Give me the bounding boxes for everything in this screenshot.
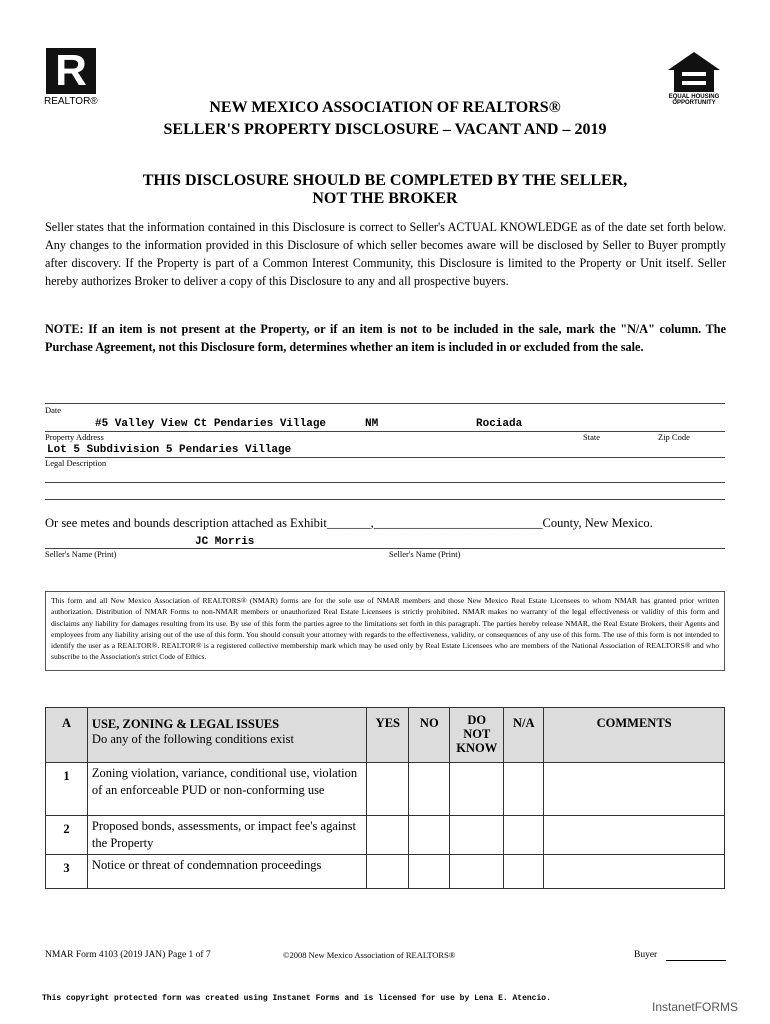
section-header-row	[46, 708, 725, 763]
col-dont-know-line2: NOT	[463, 727, 491, 741]
legal-description-label: Legal Description	[45, 458, 107, 468]
row-number: 3	[46, 855, 88, 889]
comments-field[interactable]	[544, 816, 725, 855]
org-title: NEW MEXICO ASSOCIATION OF REALTORS®	[209, 99, 561, 116]
section-a-table	[45, 707, 725, 889]
copyright: ©2008 New Mexico Association of REALTORS®	[283, 950, 456, 960]
comments-field[interactable]	[544, 763, 725, 816]
address-line	[45, 431, 725, 432]
buyer-initials-field[interactable]	[666, 960, 726, 961]
legal-description-value[interactable]: Lot 5 Subdivision 5 Pendaries Village	[47, 444, 292, 456]
legal-extra-line-1	[45, 482, 725, 483]
form-id: NMAR Form 4103 (2019 JAN) Page 1 of 7	[45, 950, 211, 960]
dont-know-checkbox[interactable]	[450, 763, 504, 816]
col-no-header: NO	[409, 708, 450, 763]
col-comments-header: COMMENTS	[544, 708, 725, 763]
zip-value[interactable]: Rociada	[476, 418, 523, 430]
property-address-value[interactable]: #5 Valley View Ct Pendaries Village	[95, 418, 327, 430]
property-address-label: Property Address	[45, 432, 104, 442]
no-checkbox[interactable]	[409, 816, 450, 855]
instanet-forms-logo: InstanetFORMS	[652, 1000, 739, 1014]
state-label: State	[583, 432, 600, 442]
legal-extra-line-2	[45, 499, 725, 500]
form-title: SELLER'S PROPERTY DISCLOSURE – VACANT AND – 2019	[163, 121, 607, 138]
row-question: Notice or threat of condemnation proceedings	[87, 855, 366, 889]
section-subtitle: Do any of the following conditions exist	[91, 732, 294, 746]
dont-know-checkbox[interactable]	[450, 816, 504, 855]
legal-notice: This form and all New Mexico Association of REALTORS® (NMAR) forms are for the sole use of NMAR members and those New Mexico Real Estate Licensees to whom NMAR has granted prior written authorization. Distribution of NMAR Forms to non-NMAR members or unauthorized Real Estate Licensees is strictly prohibited. NMAR makes no warranty of the legal effectiveness or validity of this form and disclaims any liability for damages resulting from its use. By use of this form the parties agree to the limitations set forth in this paragraph. The parties hereby release NMAR, the Real Estate Brokers, their Agents and employees from any liability arising out of the use of this form. You should consult your attorney with regards to the effectiveness, validity, or consequences of any use of this form. The use of this form is not intended to identify the user as a REALTOR®. REALTOR® is a registered collective membership mark which may be used only by Real Estate Licensees who are members of the National Association of REALTORS® and who subscribe to the Association's strict Code of Ethics.	[45, 591, 725, 671]
instruction-line-2: NOT THE BROKER	[312, 190, 458, 207]
equal-housing-logo	[666, 50, 722, 106]
col-yes-header: YES	[367, 708, 409, 763]
row-number: 1	[46, 763, 88, 816]
equal-housing-caption: EQUAL HOUSING OPPORTUNITY	[668, 94, 720, 106]
na-checkbox[interactable]	[504, 816, 544, 855]
no-checkbox[interactable]	[409, 855, 450, 889]
license-notice: This copyright protected form was created using Instanet Forms and is licensed for use by Lena E. Atencio.	[42, 994, 551, 1003]
metes-bounds-text: Or see metes and bounds description attached as Exhibit_______,___________________________County, New Mexico.	[45, 516, 653, 530]
section-letter: A	[46, 708, 88, 763]
note-paragraph: NOTE: If an item is not present at the Property, or if an item is not to be included in the sale, mark the "N/A" column. The Purchase Agreement, not this Disclosure form, determines whether an item is included in or excluded from the sale.	[45, 322, 726, 354]
na-checkbox[interactable]	[504, 763, 544, 816]
legal-line	[45, 457, 725, 458]
zip-label: Zip Code	[658, 432, 690, 442]
na-checkbox[interactable]	[504, 855, 544, 889]
comments-field[interactable]	[544, 855, 725, 889]
instruction-line-1: THIS DISCLOSURE SHOULD BE COMPLETED BY THE SELLER,	[142, 172, 628, 189]
col-na-header: N/A	[504, 708, 544, 763]
intro-paragraph: Seller states that the information contained in this Disclosure is correct to Seller's ACTUAL KNOWLEDGE as of the date set forth below. Any changes to the information provided in this Disclosure of which seller becomes aware will be disclosed by Seller to Buyer promptly after discovery. If the Property is part of a Common Interest Community, this Disclosure is limited to the Property or Unit itself. Seller hereby authorizes Broker to deliver a copy of this Disclosure to any and all prospective buyers.	[45, 220, 726, 288]
no-checkbox[interactable]	[409, 763, 450, 816]
table-row	[46, 763, 725, 816]
yes-checkbox[interactable]	[367, 763, 409, 816]
state-value[interactable]: NM	[365, 418, 379, 430]
seller-name-label-1: Seller's Name (Print)	[45, 549, 117, 559]
seller-line	[45, 548, 725, 549]
buyer-label: Buyer	[634, 950, 658, 960]
col-dont-know-line3: KNOW	[456, 741, 498, 755]
seller-name-label-2: Seller's Name (Print)	[389, 549, 461, 559]
yes-checkbox[interactable]	[367, 816, 409, 855]
table-row	[46, 816, 725, 855]
date-line	[45, 403, 725, 404]
dont-know-checkbox[interactable]	[450, 855, 504, 889]
row-number: 2	[46, 816, 88, 855]
col-dont-know-line1: DO	[467, 713, 487, 727]
equal-housing-icon	[666, 50, 722, 94]
realtor-logo: R	[46, 48, 96, 94]
yes-checkbox[interactable]	[367, 855, 409, 889]
seller-name-value[interactable]: JC Morris	[195, 536, 255, 548]
col-dont-know-header	[450, 708, 504, 763]
row-question: Proposed bonds, assessments, or impact fee's against the Property	[87, 816, 366, 855]
table-row	[46, 855, 725, 889]
section-title: USE, ZONING & LEGAL ISSUES	[91, 717, 280, 731]
date-label: Date	[45, 405, 62, 415]
realtor-logo-caption: REALTOR®	[44, 96, 98, 107]
row-question: Zoning violation, variance, conditional use, violation of an enforceable PUD or non-conforming use	[87, 763, 366, 816]
